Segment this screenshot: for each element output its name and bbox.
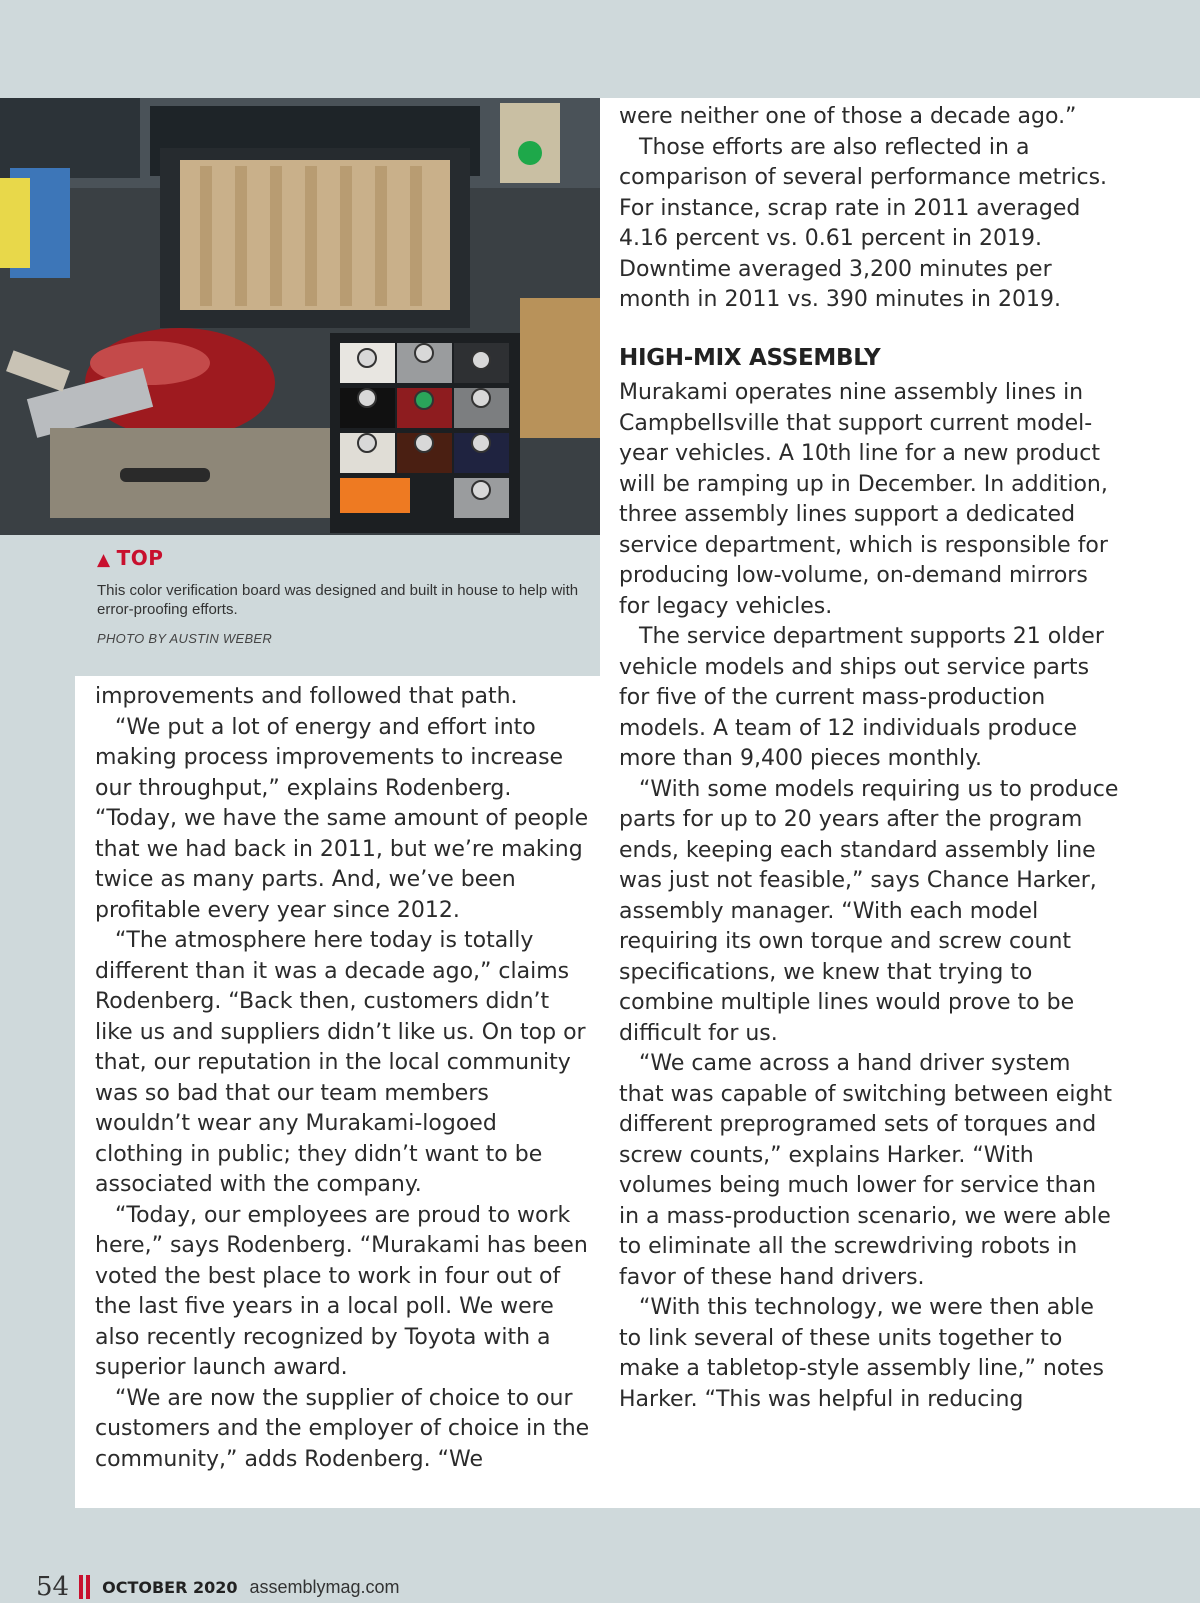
left-column — [95, 682, 590, 1475]
issue-date: OCTOBER 2020 — [102, 1577, 238, 1597]
paragraph: “With this technology, we were then able to link several of these units together to make a tabletop-style assembly line,” notes Harker. “This was helpful in reducing — [619, 1295, 1104, 1412]
caption-label — [97, 546, 163, 570]
page-footer — [36, 1572, 400, 1602]
paragraph: The service department supports 21 older vehicle models and ships out service parts for five of the current mass-production models. A team of 12 individuals produce more than 9,400 pieces monthly. — [619, 624, 1104, 771]
right-column-top — [619, 102, 1119, 316]
photo-caption: This color verification board was designed and built in house to help with error-proofing efforts. — [97, 582, 579, 618]
paragraph: Murakami operates nine assembly lines in Campbellsville that support current model-year vehicles. A 10th line for a new product will be ramping up in December. In addition, three assembly lines support a dedicated service department, which is responsible for producing low-volume, on-demand mirrors for legacy vehicles. — [619, 380, 1108, 619]
footer-divider-bar — [86, 1575, 90, 1599]
paragraph: “We came across a hand driver system that was capable of switching between eight different preprogramed sets of torques and screw counts,” explains Harker. “With volumes being much lower for service than in a mass-production scenario, we were able to eliminate all the screwdriving robots in favor of these hand drivers. — [619, 1051, 1112, 1290]
paragraph: improvements and followed that path. — [95, 684, 518, 709]
section-heading: HIGH-MIX ASSEMBLY — [619, 345, 881, 371]
paragraph: “Today, our employees are proud to work here,” says Rodenberg. “Murakami has been voted the best place to work in four out of the last five years in a local poll. We were also recently recognized by Toyota with a superior launch award. — [95, 1202, 588, 1380]
photo-credit: PHOTO BY AUSTIN WEBER — [97, 631, 273, 646]
color-verification-board-image — [0, 98, 600, 535]
right-column-bottom — [619, 378, 1119, 1415]
caption-label-text: TOP — [116, 546, 164, 570]
paragraph: were neither one of those a decade ago.” — [619, 104, 1077, 129]
footer-divider-bar — [79, 1575, 83, 1599]
site-link[interactable]: assemblymag.com — [249, 1576, 400, 1597]
paragraph: “We are now the supplier of choice to our customers and the employer of choice in the community,” adds Rodenberg. “We — [95, 1385, 590, 1472]
paragraph: “The atmosphere here today is totally different than it was a decade ago,” claims Rodenberg. “Back then, customers didn’t like us and suppliers didn’t like us. On top or that, our reputation in the local community was so bad that our team members wouldn’t wear any Murakami-logoed clothing in public; they didn’t want to be associated with the company. — [95, 928, 586, 1197]
up-triangle-icon: ▲ — [97, 550, 111, 570]
paragraph: “We put a lot of energy and effort into making process improvements to increase our throughput,” explains Rodenberg. “Today, we have the same amount of people that we had back in 2011, but we’re making twice as many parts. And, we’ve been profitable every year since 2012. — [95, 714, 589, 923]
article-photo — [0, 98, 600, 535]
page-number: 54 — [36, 1572, 70, 1602]
paragraph: Those efforts are also reflected in a comparison of several performance metrics. For instance, scrap rate in 2011 averaged 4.16 percent vs. 0.61 percent in 2019. Downtime averaged 3,200 minutes per month in 2011 vs. 390 minutes in 2019. — [619, 134, 1108, 312]
paragraph: “With some models requiring us to produce parts for up to 20 years after the program ends, keeping each standard assembly line was just not feasible,” says Chance Harker, assembly manager. “With each model requiring its own torque and screw count specifications, we knew that trying to combine multiple lines would prove to be difficult for us. — [619, 776, 1119, 1046]
